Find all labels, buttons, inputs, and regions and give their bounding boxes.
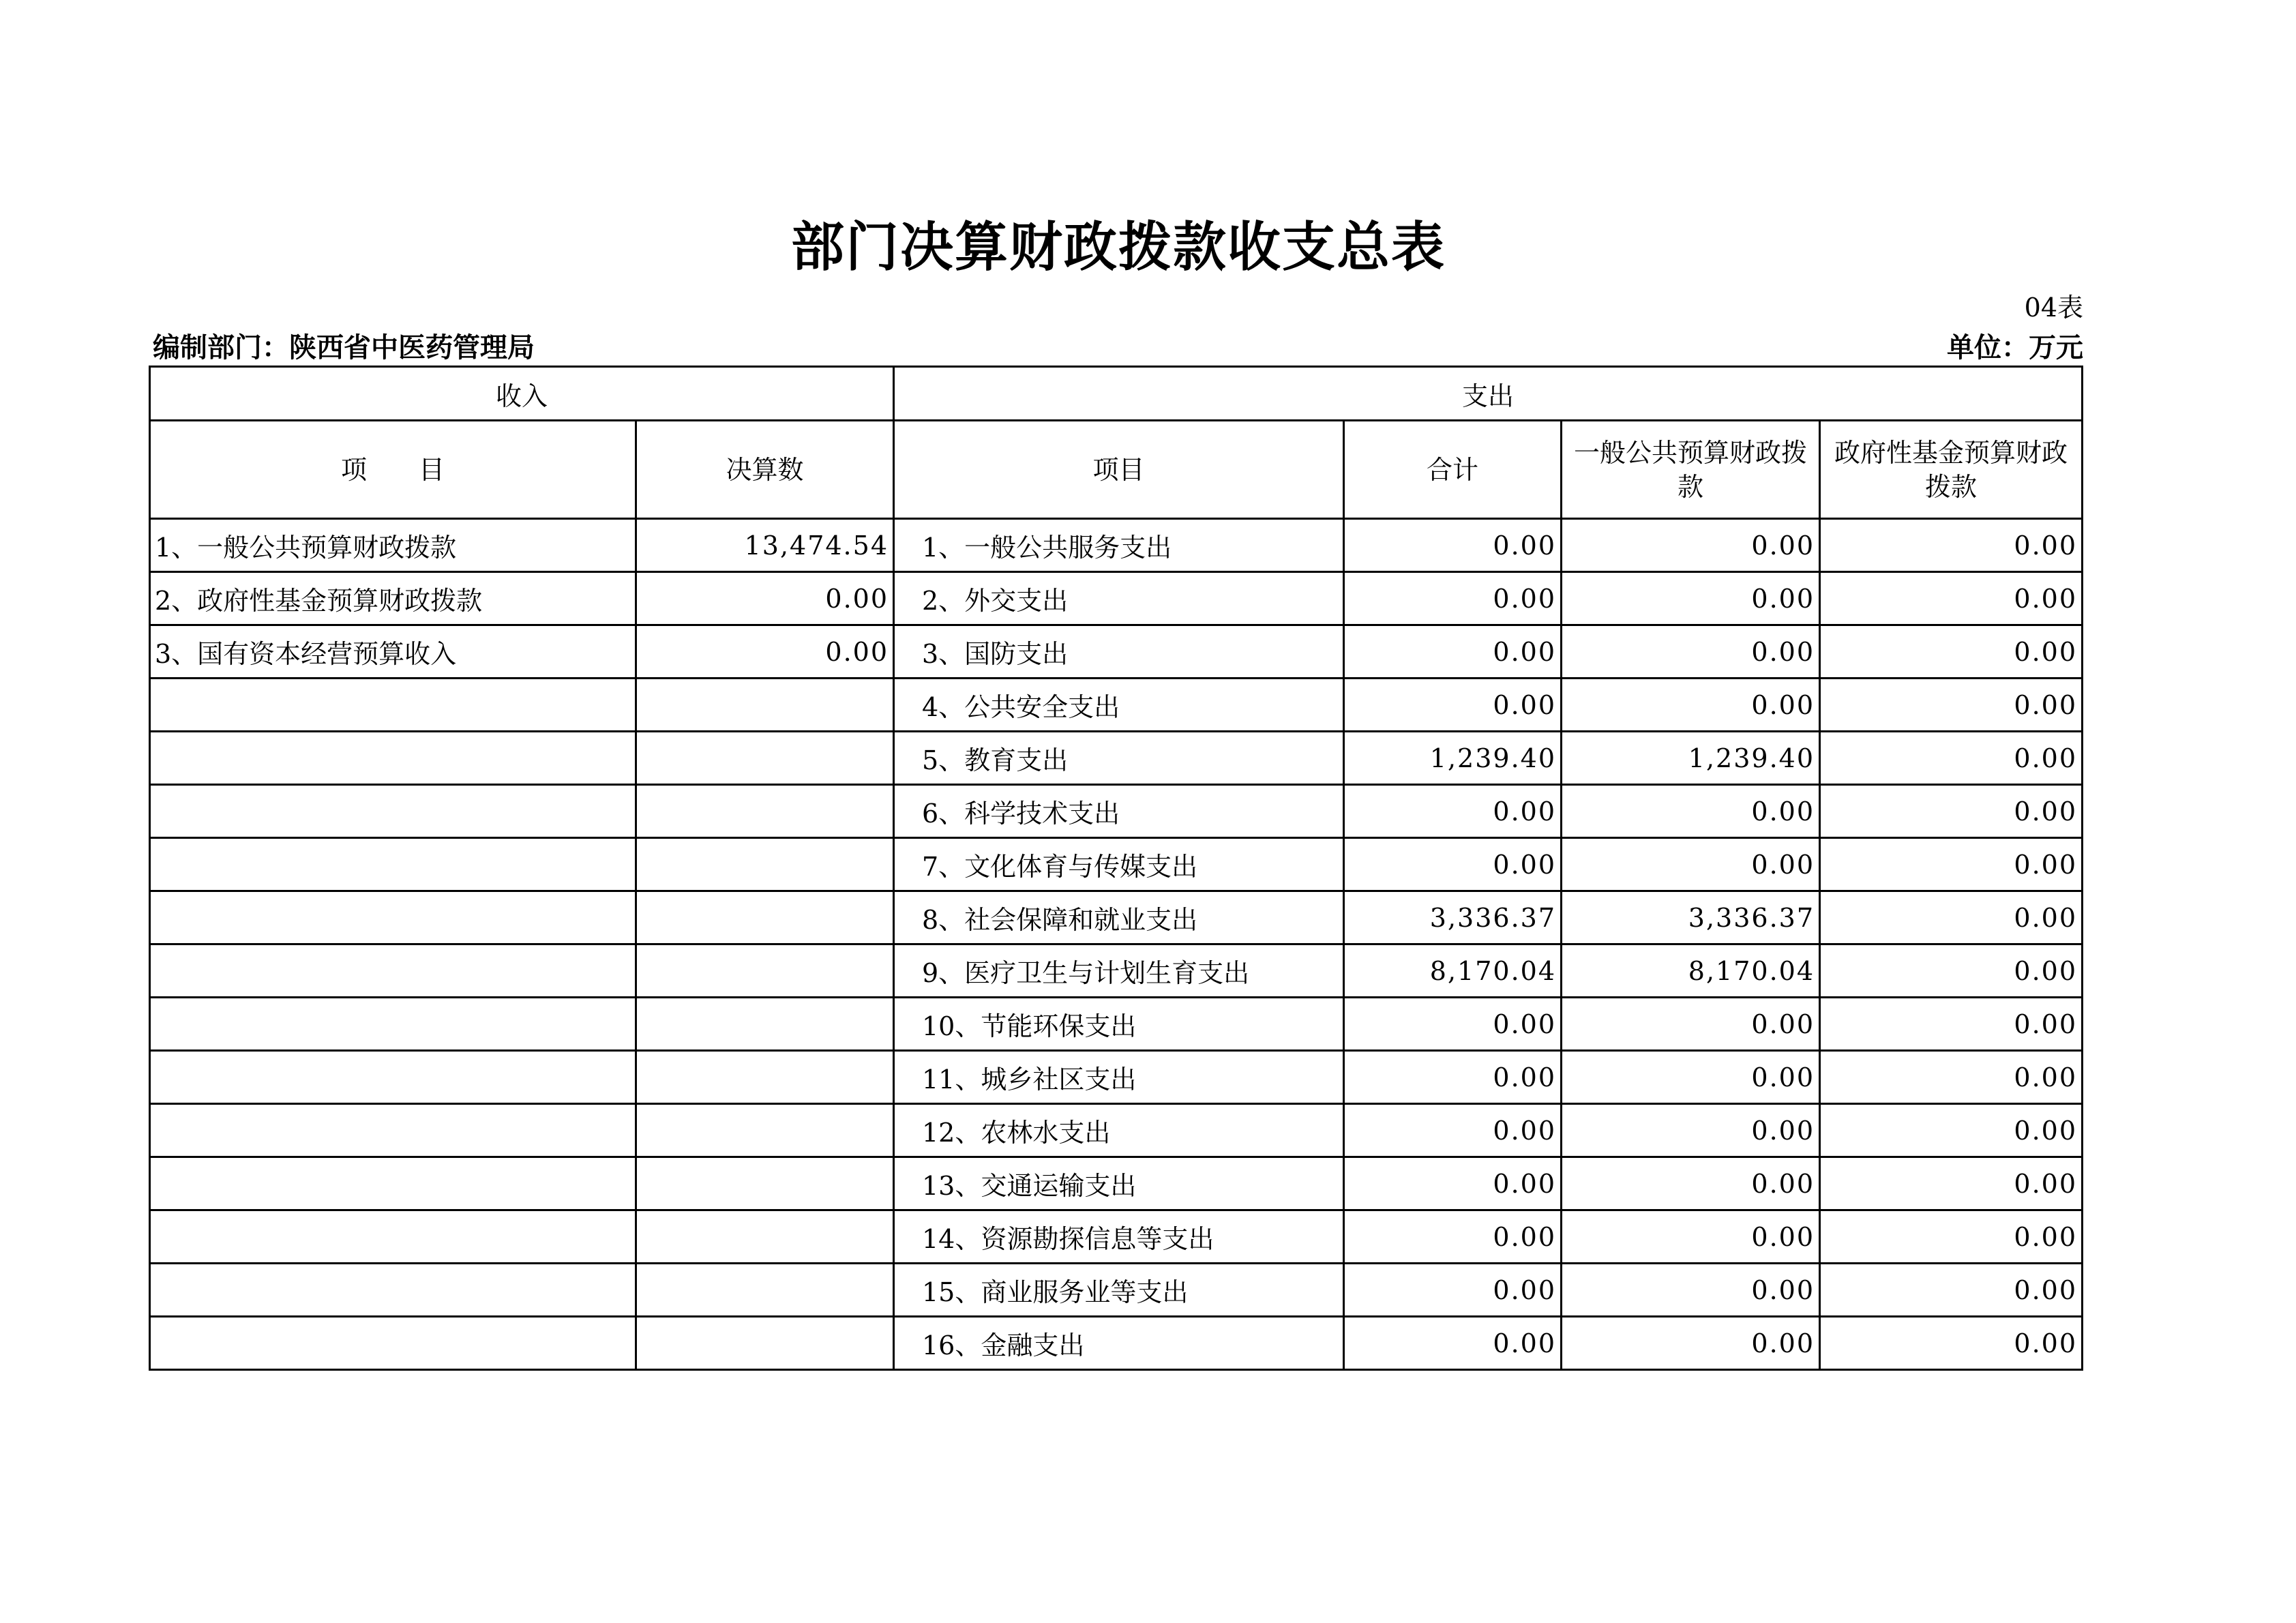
expense-item-header: 项目 <box>894 421 1344 519</box>
income-item-cell <box>150 1264 636 1317</box>
general-budget-cell: 3,336.37 <box>1562 891 1820 944</box>
income-amount-cell: 0.00 <box>636 625 894 679</box>
table-row <box>150 998 2083 1051</box>
general-budget-cell: 0.00 <box>1562 1051 1820 1104</box>
income-item-cell <box>150 1051 636 1104</box>
expense-header: 支出 <box>894 367 2083 421</box>
general-budget-cell: 0.00 <box>1562 679 1820 732</box>
total-cell: 3,336.37 <box>1344 891 1562 944</box>
total-cell: 0.00 <box>1344 679 1562 732</box>
income-amount-cell <box>636 1210 894 1264</box>
expense-item-cell: 12、农林水支出 <box>894 1104 1344 1157</box>
expense-item-cell: 15、商业服务业等支出 <box>894 1264 1344 1317</box>
general-budget-cell: 1,239.40 <box>1562 732 1820 785</box>
income-item-cell <box>150 1104 636 1157</box>
income-amount-cell <box>636 679 894 732</box>
table-row <box>150 1210 2083 1264</box>
income-item-header: 项 目 <box>150 421 636 519</box>
income-item-cell <box>150 679 636 732</box>
expense-item-cell: 16、金融支出 <box>894 1317 1344 1370</box>
income-item-cell <box>150 1317 636 1370</box>
general-budget-cell: 0.00 <box>1562 625 1820 679</box>
total-cell: 0.00 <box>1344 1157 1562 1210</box>
income-amount-cell <box>636 1264 894 1317</box>
expense-item-cell: 5、教育支出 <box>894 732 1344 785</box>
general-budget-cell: 0.00 <box>1562 998 1820 1051</box>
expense-item-cell: 11、城乡社区支出 <box>894 1051 1344 1104</box>
table-row <box>150 1317 2083 1370</box>
general-budget-cell: 0.00 <box>1562 519 1820 572</box>
income-item-cell <box>150 1210 636 1264</box>
total-cell: 0.00 <box>1344 785 1562 838</box>
table-row <box>150 785 2083 838</box>
fund-budget-cell: 0.00 <box>1820 944 2083 998</box>
fund-budget-cell: 0.00 <box>1820 1317 2083 1370</box>
total-cell: 1,239.40 <box>1344 732 1562 785</box>
expense-item-cell: 2、外交支出 <box>894 572 1344 625</box>
table-row <box>150 944 2083 998</box>
unit-label: 单位：万元 <box>1947 331 2083 363</box>
general-budget-cell: 0.00 <box>1562 1157 1820 1210</box>
fund-budget-cell: 0.00 <box>1820 572 2083 625</box>
fund-budget-cell: 0.00 <box>1820 998 2083 1051</box>
header-row-group <box>150 367 2083 421</box>
income-item-cell: 3、国有资本经营预算收入 <box>150 625 636 679</box>
general-budget-cell: 0.00 <box>1562 1210 1820 1264</box>
table-row <box>150 519 2083 572</box>
income-amount-cell <box>636 891 894 944</box>
income-amount-cell <box>636 1157 894 1210</box>
total-cell: 0.00 <box>1344 1051 1562 1104</box>
fund-budget-cell: 0.00 <box>1820 679 2083 732</box>
income-amount-cell <box>636 838 894 891</box>
expense-item-cell: 6、科学技术支出 <box>894 785 1344 838</box>
total-cell: 0.00 <box>1344 1264 1562 1317</box>
expense-item-cell: 9、医疗卫生与计划生育支出 <box>894 944 1344 998</box>
income-amount-cell: 0.00 <box>636 572 894 625</box>
total-cell: 0.00 <box>1344 519 1562 572</box>
table-row <box>150 1264 2083 1317</box>
settlement-header: 决算数 <box>636 421 894 519</box>
table-row <box>150 1104 2083 1157</box>
table-row <box>150 572 2083 625</box>
general-budget-cell: 0.00 <box>1562 785 1820 838</box>
income-amount-cell <box>636 1051 894 1104</box>
general-budget-cell: 0.00 <box>1562 572 1820 625</box>
fund-budget-cell: 0.00 <box>1820 891 2083 944</box>
general-budget-cell: 0.00 <box>1562 1317 1820 1370</box>
fund-budget-cell: 0.00 <box>1820 1051 2083 1104</box>
total-cell: 8,170.04 <box>1344 944 1562 998</box>
income-amount-cell <box>636 1317 894 1370</box>
total-header: 合计 <box>1344 421 1562 519</box>
income-item-cell <box>150 944 636 998</box>
fund-budget-cell: 0.00 <box>1820 625 2083 679</box>
finance-table <box>149 366 2083 1371</box>
income-amount-cell <box>636 998 894 1051</box>
income-amount-cell: 13,474.54 <box>636 519 894 572</box>
income-amount-cell <box>636 732 894 785</box>
header-row-columns <box>150 421 2083 519</box>
expense-item-cell: 3、国防支出 <box>894 625 1344 679</box>
fund-budget-cell: 0.00 <box>1820 732 2083 785</box>
general-budget-header: 一般公共预算财政拨款 <box>1562 421 1820 519</box>
expense-item-cell: 13、交通运输支出 <box>894 1157 1344 1210</box>
income-item-cell <box>150 838 636 891</box>
fund-budget-header: 政府性基金预算财政拨款 <box>1820 421 2083 519</box>
expense-item-cell: 7、文化体育与传媒支出 <box>894 838 1344 891</box>
fund-budget-cell: 0.00 <box>1820 838 2083 891</box>
expense-item-cell: 1、一般公共服务支出 <box>894 519 1344 572</box>
table-row <box>150 679 2083 732</box>
general-budget-cell: 8,170.04 <box>1562 944 1820 998</box>
fund-budget-cell: 0.00 <box>1820 1104 2083 1157</box>
table-row <box>150 838 2083 891</box>
income-item-cell <box>150 732 636 785</box>
general-budget-cell: 0.00 <box>1562 838 1820 891</box>
fund-budget-cell: 0.00 <box>1820 1264 2083 1317</box>
income-amount-cell <box>636 785 894 838</box>
total-cell: 0.00 <box>1344 838 1562 891</box>
total-cell: 0.00 <box>1344 1104 1562 1157</box>
expense-item-cell: 8、社会保障和就业支出 <box>894 891 1344 944</box>
income-item-cell <box>150 891 636 944</box>
general-budget-cell: 0.00 <box>1562 1104 1820 1157</box>
income-amount-cell <box>636 1104 894 1157</box>
fund-budget-cell: 0.00 <box>1820 1157 2083 1210</box>
income-item-cell <box>150 998 636 1051</box>
fund-budget-cell: 0.00 <box>1820 785 2083 838</box>
fund-budget-cell: 0.00 <box>1820 1210 2083 1264</box>
table-row <box>150 732 2083 785</box>
expense-item-cell: 14、资源勘探信息等支出 <box>894 1210 1344 1264</box>
general-budget-cell: 0.00 <box>1562 1264 1820 1317</box>
income-amount-cell <box>636 944 894 998</box>
total-cell: 0.00 <box>1344 1210 1562 1264</box>
fund-budget-cell: 0.00 <box>1820 519 2083 572</box>
page-title: 部门决算财政拨款收支总表 <box>790 216 1446 278</box>
income-item-cell <box>150 1157 636 1210</box>
expense-item-cell: 4、公共安全支出 <box>894 679 1344 732</box>
total-cell: 0.00 <box>1344 998 1562 1051</box>
table-row <box>150 625 2083 679</box>
total-cell: 0.00 <box>1344 625 1562 679</box>
income-item-cell: 1、一般公共预算财政拨款 <box>150 519 636 572</box>
total-cell: 0.00 <box>1344 572 1562 625</box>
table-row <box>150 1157 2083 1210</box>
total-cell: 0.00 <box>1344 1317 1562 1370</box>
table-number: 04表 <box>2024 293 2083 323</box>
income-item-cell <box>150 785 636 838</box>
table-row <box>150 891 2083 944</box>
income-item-cell: 2、政府性基金预算财政拨款 <box>150 572 636 625</box>
expense-item-cell: 10、节能环保支出 <box>894 998 1344 1051</box>
income-header: 收入 <box>150 367 894 421</box>
table-row <box>150 1051 2083 1104</box>
department-label: 编制部门：陕西省中医药管理局 <box>153 331 535 363</box>
